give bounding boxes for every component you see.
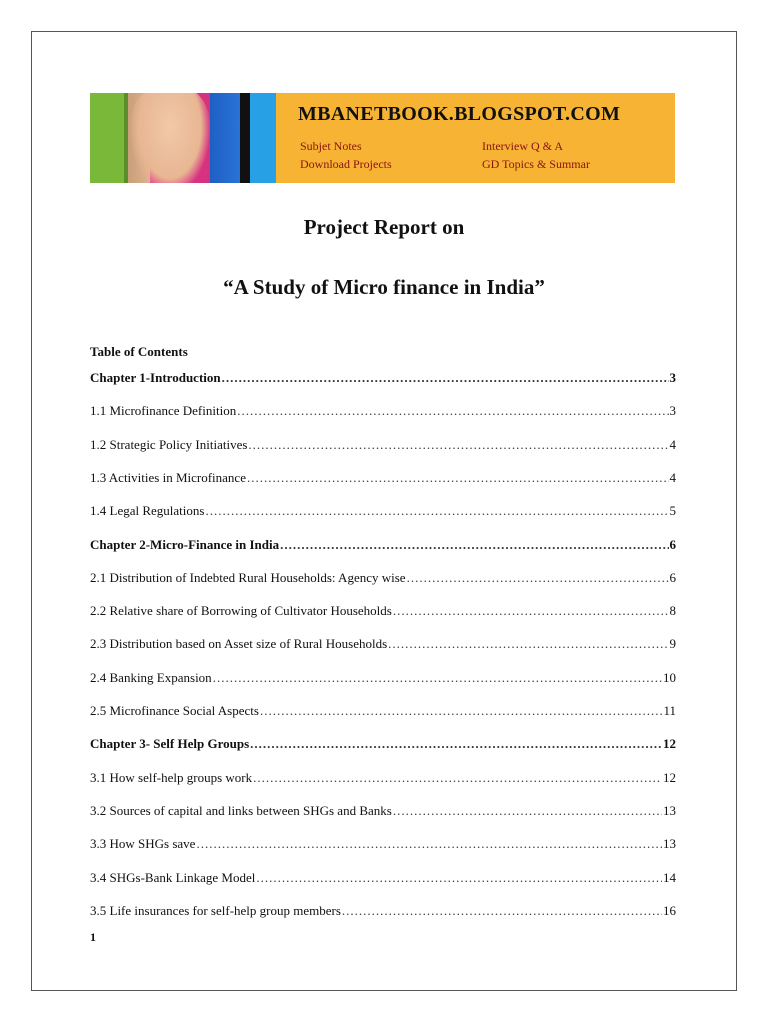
toc-dot-leader <box>280 537 668 553</box>
toc-dot-leader <box>256 870 662 886</box>
toc-entry-label: 1.2 Strategic Policy Initiatives <box>90 437 248 452</box>
toc-section-row[interactable] <box>90 670 676 688</box>
toc-section-row[interactable] <box>90 603 676 621</box>
toc-entry-page: 8 <box>669 603 676 618</box>
toc-dot-leader <box>213 670 662 686</box>
toc-entry-label: 2.5 Microfinance Social Aspects <box>90 703 259 718</box>
toc-dot-leader <box>205 503 668 519</box>
toc-section-row[interactable] <box>90 503 676 521</box>
toc-dot-leader <box>237 403 668 419</box>
toc-dot-leader <box>196 836 662 852</box>
toc-entry-label: 3.5 Life insurances for self-help group members <box>90 903 341 918</box>
banner-link-download-projects[interactable]: Download Projects <box>300 157 392 171</box>
site-banner[interactable] <box>90 93 675 183</box>
banner-link-gd-topics[interactable]: GD Topics & Summar <box>482 157 590 171</box>
toc-section-row[interactable] <box>90 903 676 921</box>
toc-section-row[interactable] <box>90 870 676 888</box>
toc-entry-label: 1.1 Microfinance Definition <box>90 403 237 418</box>
toc-entry-page: 3 <box>669 403 676 418</box>
toc-entry-page: 4 <box>669 470 676 485</box>
toc-entry-label: 2.3 Distribution based on Asset size of Rural Households <box>90 636 388 651</box>
report-title-line1: Project Report on <box>303 215 465 239</box>
hand-image <box>130 93 210 183</box>
toc-entry-label: Chapter 2-Micro-Finance in India <box>90 537 280 552</box>
toc-dot-leader <box>250 736 662 752</box>
toc-entry-label: 3.3 How SHGs save <box>90 836 196 851</box>
toc-dot-leader <box>393 603 669 619</box>
banner-site-name: MBANETBOOK.BLOGSPOT.COM <box>298 103 621 125</box>
toc-entry-label: Chapter 1-Introduction <box>90 370 221 385</box>
toc-entry-page: 13 <box>663 803 676 818</box>
toc-entry-label: 2.4 Banking Expansion <box>90 670 212 685</box>
toc-dot-leader <box>393 803 662 819</box>
toc-chapter-row[interactable] <box>90 370 676 388</box>
toc-dot-leader <box>388 636 668 652</box>
toc-section-row[interactable] <box>90 836 676 854</box>
toc-dot-leader <box>247 470 669 486</box>
toc-entry-page: 6 <box>669 570 676 585</box>
toc-entry-page: 3 <box>669 370 676 385</box>
toc-section-row[interactable] <box>90 437 676 455</box>
toc-section-row[interactable] <box>90 470 676 488</box>
toc-entry-page: 16 <box>663 903 676 918</box>
toc-dot-leader <box>222 370 669 386</box>
toc-entry-page: 14 <box>663 870 676 885</box>
toc-entry-label: 2.2 Relative share of Borrowing of Cultivator Households <box>90 603 392 618</box>
toc-chapter-row[interactable] <box>90 537 676 555</box>
toc-entry-label: Chapter 3- Self Help Groups <box>90 736 250 751</box>
toc-section-row[interactable] <box>90 803 676 821</box>
toc-entry-label: 3.2 Sources of capital and links between SHGs and Banks <box>90 803 392 818</box>
toc-dot-leader <box>407 570 669 586</box>
toc-dot-leader <box>248 437 668 453</box>
toc-entry-label: 2.1 Distribution of Indebted Rural Households: Agency wise <box>90 570 406 585</box>
toc-entry-page: 12 <box>663 770 676 785</box>
toc-section-row[interactable] <box>90 636 676 654</box>
toc-entry-page: 12 <box>663 736 676 751</box>
toc-dot-leader <box>260 703 663 719</box>
toc-entry-page: 13 <box>663 836 676 851</box>
toc-section-row[interactable] <box>90 703 676 721</box>
banner-photo <box>90 93 276 183</box>
toc-entry-page: 11 <box>663 703 676 718</box>
toc-section-row[interactable] <box>90 770 676 788</box>
toc-entry-label: 1.4 Legal Regulations <box>90 503 205 518</box>
toc-dot-leader <box>253 770 662 786</box>
toc-entry-page: 6 <box>669 537 676 552</box>
toc-section-row[interactable] <box>90 570 676 588</box>
toc-entry-label: 3.4 SHGs-Bank Linkage Model <box>90 870 256 885</box>
toc-entry-page: 4 <box>669 437 676 452</box>
toc-entry-page: 9 <box>669 636 676 651</box>
banner-link-interview[interactable]: Interview Q & A <box>482 139 563 153</box>
banner-link-subject-notes[interactable]: Subjet Notes <box>300 139 362 153</box>
toc-dot-leader <box>342 903 662 919</box>
toc-section-row[interactable] <box>90 403 676 421</box>
page-number: 1 <box>90 930 96 944</box>
toc-entry-page: 10 <box>663 670 676 685</box>
toc-heading: Table of Contents <box>90 344 188 359</box>
report-title-line2: “A Study of Micro finance in India” <box>223 275 545 299</box>
toc-chapter-row[interactable] <box>90 736 676 754</box>
toc-entry-label: 3.1 How self-help groups work <box>90 770 253 785</box>
toc-entry-label: 1.3 Activities in Microfinance <box>90 470 246 485</box>
toc-entry-page: 5 <box>669 503 676 518</box>
